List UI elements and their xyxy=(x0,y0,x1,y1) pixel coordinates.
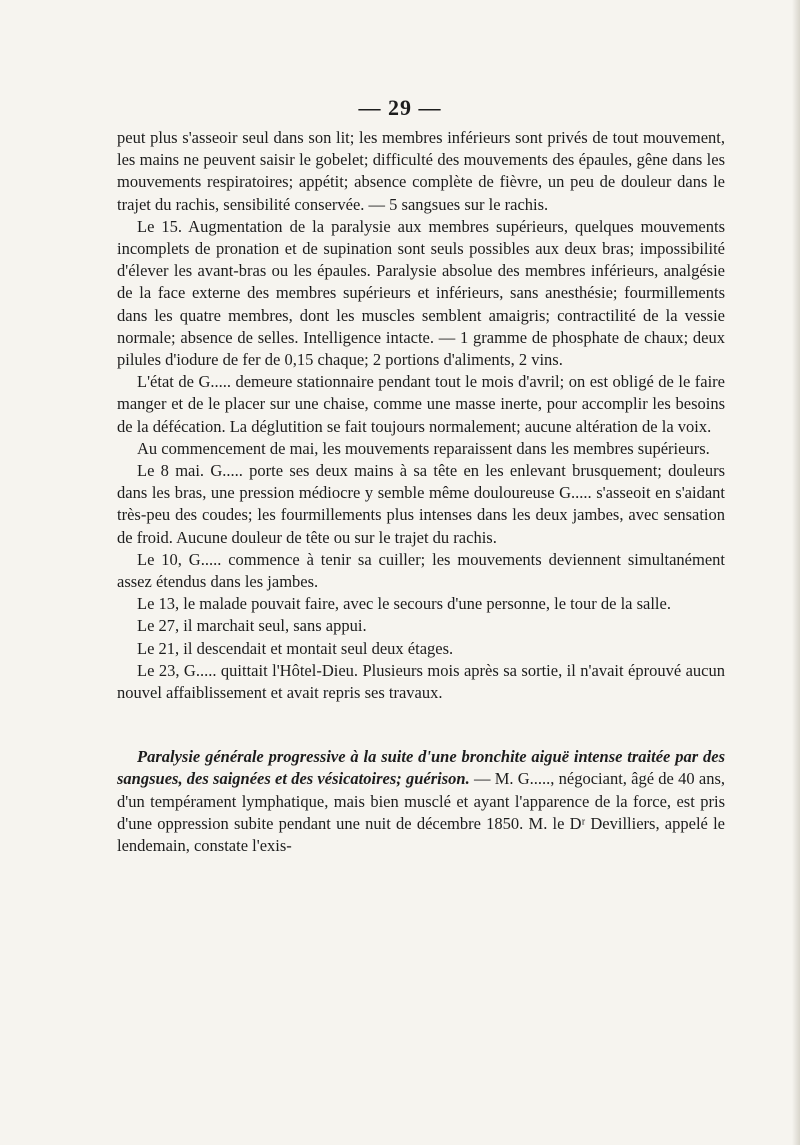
scan-edge-shadow xyxy=(792,0,800,1145)
paragraph-3: L'état de G..... demeure stationnaire pendant tout le mois d'avril; on est obligé de le faire manger et de le placer sur une chaise, comme une masse inerte, pour accomplir les besoins de la défécation. La déglutition se fait toujours normalement; aucune altération de la voix. xyxy=(117,372,725,436)
paragraph-7: Le 13, le malade pouvait faire, avec le secours d'une personne, le tour de la salle. xyxy=(137,594,671,614)
case-body: — M. G....., négociant, âgé de 40 ans, d'un tempérament lymphatique, mais bien musclé et ayant l'apparence de la force, est pris d'une oppression subite pendant une nuit de décembre 1850. M. le Dʳ Devilliers, appelé le lendemain, constate l'exis- xyxy=(117,769,725,856)
paragraph-9: Le 21, il descendait et montait seul deux étages. xyxy=(137,638,454,658)
paragraph-1: peut plus s'asseoir seul dans son lit; les membres inférieurs sont privés de tout mouvement, les mains ne peuvent saisir le gobelet; difficulté des mouvements des épaules, gêne dans les mouvements respiratoires; appétit; absence complète de fièvre, un peu de douleur dans le trajet du rachis, sensibilité conservée. — 5 sangsues sur le rachis. xyxy=(117,128,725,214)
paragraph-10: Le 23, G..... quittait l'Hôtel-Dieu. Plusieurs mois après sa sortie, il n'avait éprouvé aucun nouvel affaiblissement et avait repris ses travaux. xyxy=(117,660,725,703)
case-title: Paralysie générale progressive à la suite d'une bronchite aiguë intense traitée par des sangsues, des saignées et des vésicatoires; guérison. xyxy=(117,747,725,789)
page-number: — 29 — xyxy=(358,95,442,120)
paragraph-4: Au commencement de mai, les mouvements reparaissent dans les membres supérieurs. xyxy=(137,438,710,458)
paragraph-5: Le 8 mai. G..... porte ses deux mains à sa tête en les enlevant brusquement; douleurs dans les bras, une pression médiocre y semble même douloureuse G..... s'asseoit en s'aidant très-peu des coudes; les fourmillements plus intenses dans les deux jambes, avec sensation de froid. Aucune douleur de tête ou sur le trajet du rachis. xyxy=(117,461,725,547)
paragraph-6: Le 10, G..... commence à tenir sa cuiller; les mouvements deviennent simultanément assez étendus dans les jambes. xyxy=(117,549,725,592)
page-body xyxy=(117,127,725,857)
paragraph-8: Le 27, il marchait seul, sans appui. xyxy=(137,616,367,636)
case-section xyxy=(117,746,725,857)
paragraph-2: Le 15. Augmentation de la paralysie aux membres supérieurs, quelques mouvements incomplets de pronation et de supination sont seuls possibles aux deux bras; impossibilité d'élever les avant-bras ou les épaules. Paralysie absolue des membres inférieurs, analgésie de la face externe des membres supérieurs et inférieurs, sans anesthésie; fourmillements dans les quatre membres, dont les muscles semblent amaigris; contractilité de la vessie normale; absence de selles. Intelligence intacte. — 1 gramme de phosphate de chaux; deux pilules d'iodure de fer de 0,15 chaque; 2 portions d'aliments, 2 vins. xyxy=(117,216,725,370)
